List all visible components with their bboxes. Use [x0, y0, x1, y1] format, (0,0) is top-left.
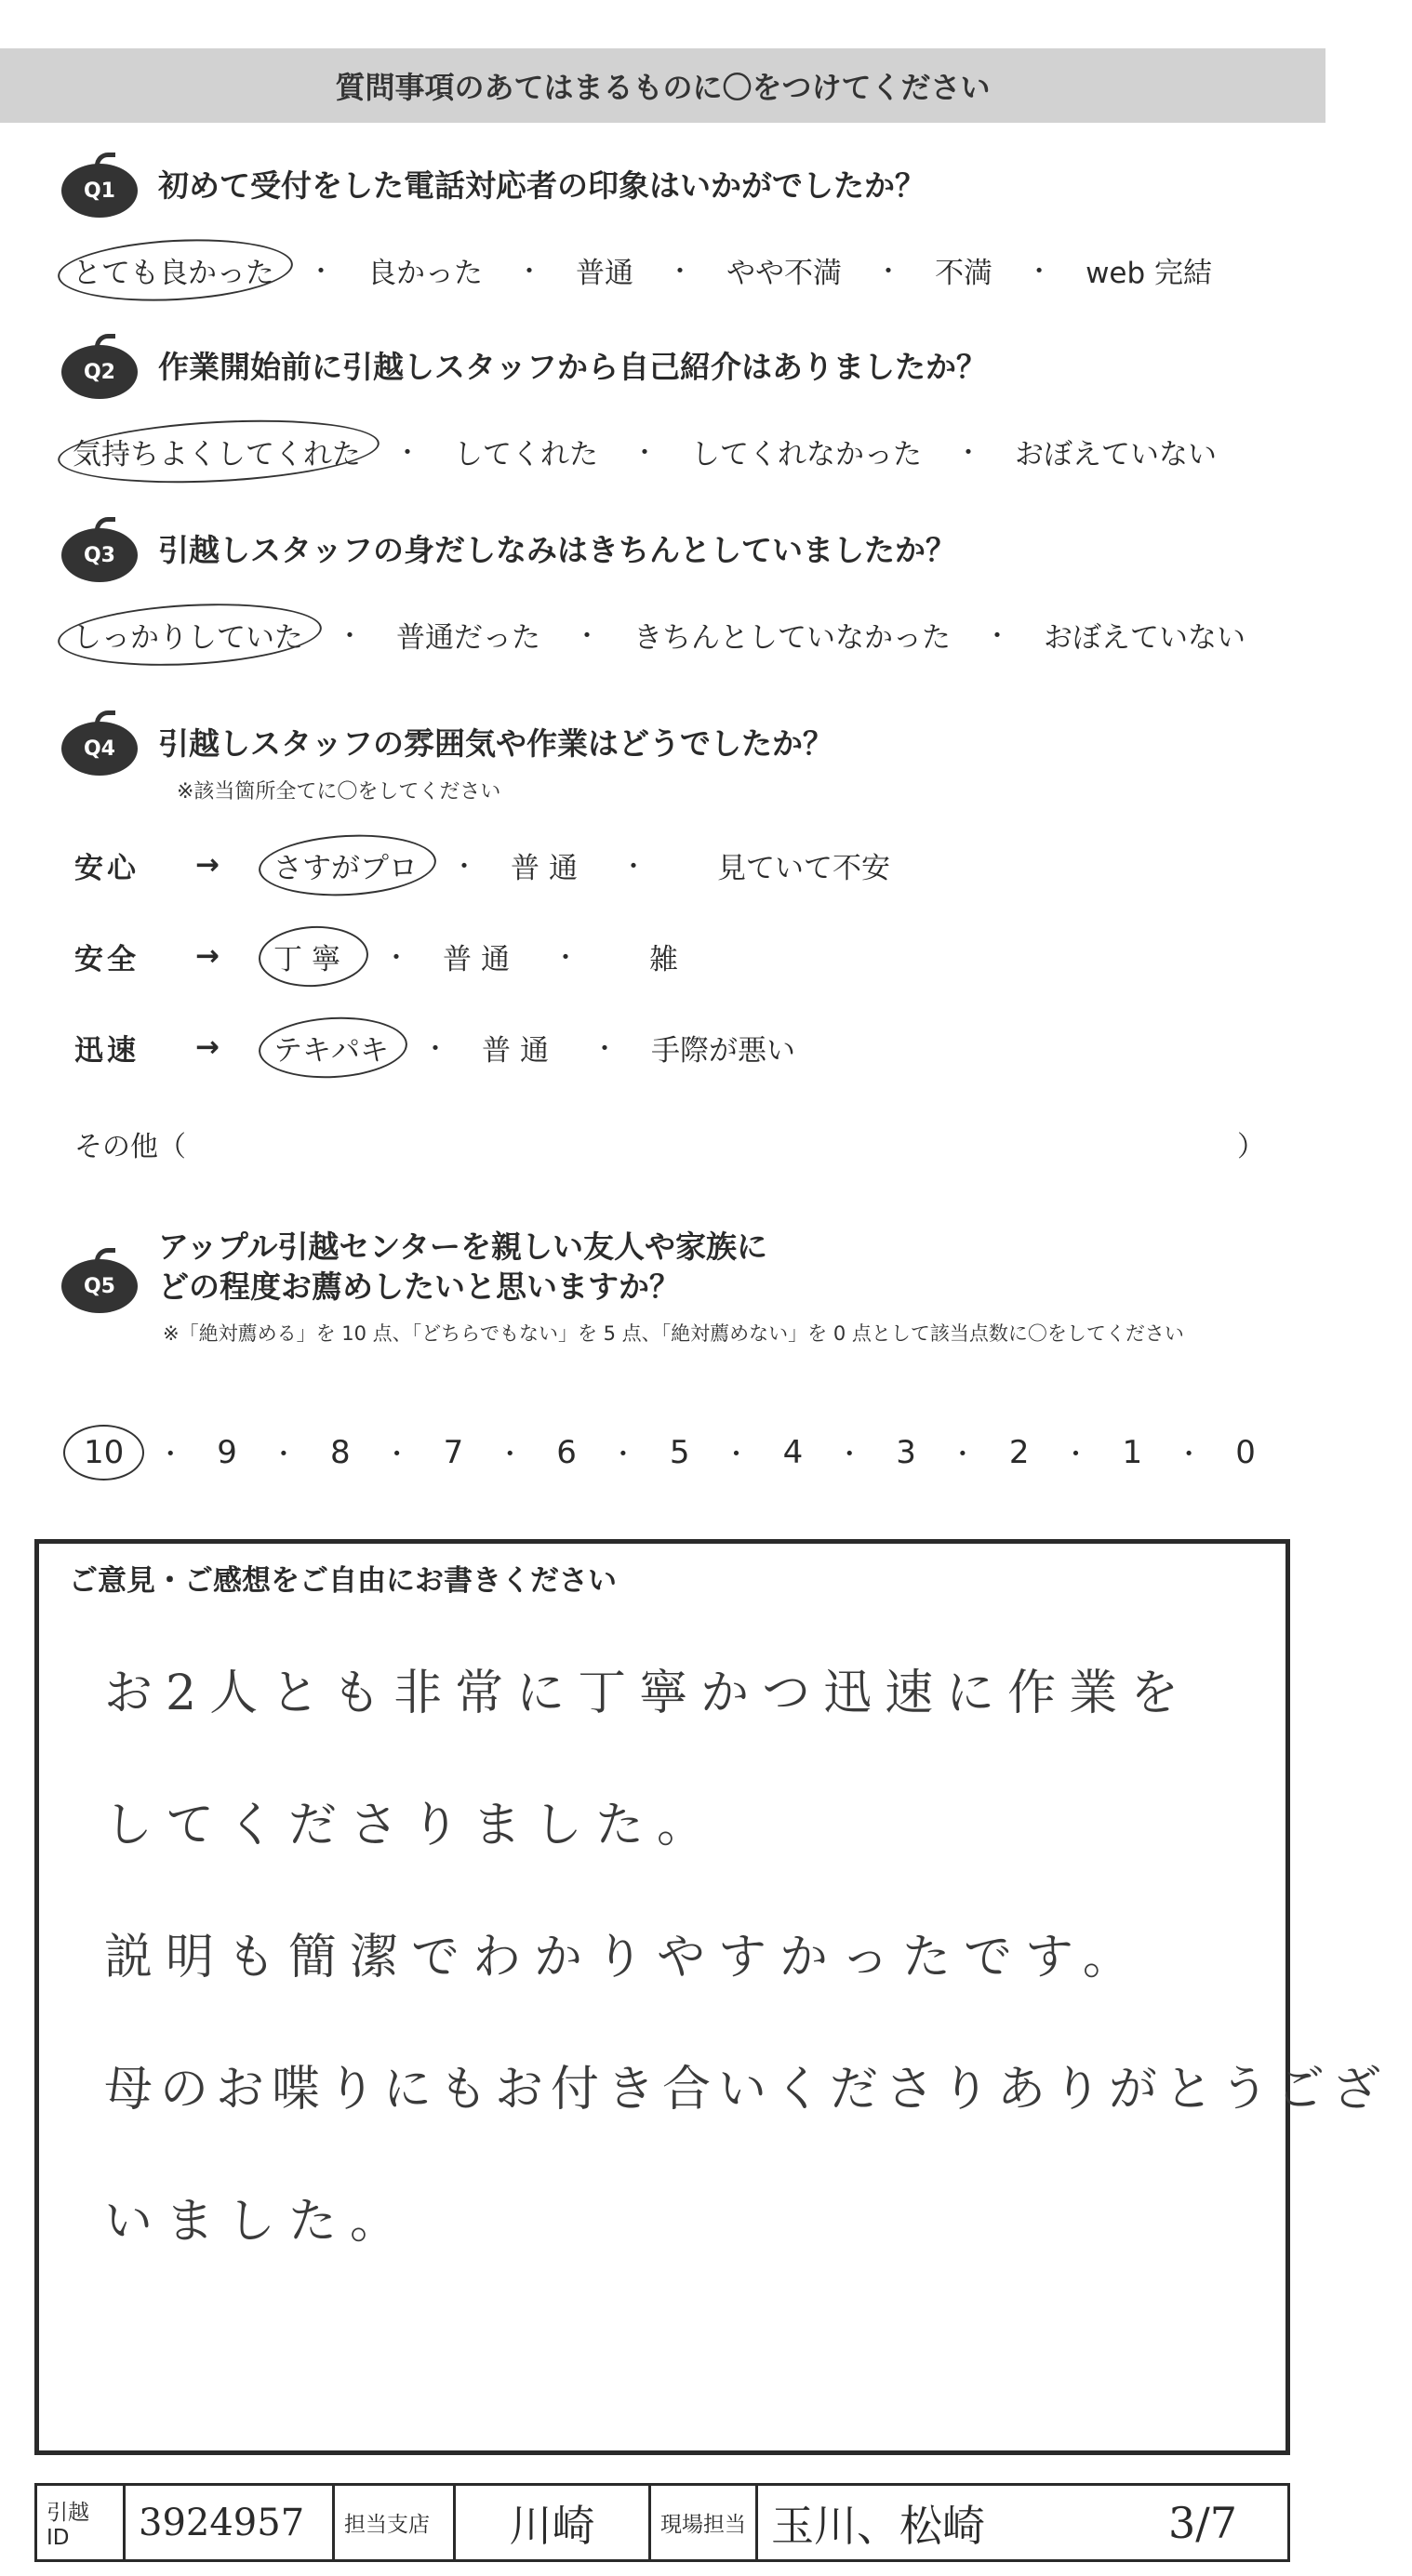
staff-label: 現場担当	[660, 2513, 746, 2537]
option[interactable]: 不満	[935, 256, 993, 290]
option[interactable]: 雑	[649, 942, 679, 976]
answer-options: とても良かった ・ 良かった ・ 普通 ・ やや不満 ・ 不満 ・ web 完結	[67, 244, 1325, 296]
option[interactable]: 普通	[511, 851, 587, 885]
scale-option[interactable]: 6	[556, 1434, 577, 1471]
q4-row-anshin: 安心 → さすがプロ ・ 普通 ・ 見ていて不安	[74, 837, 896, 893]
question-4	[0, 707, 1325, 804]
scale-option[interactable]: 5	[669, 1434, 690, 1471]
staff-label-cell	[651, 2486, 758, 2559]
branch-value: 川崎	[509, 2500, 595, 2551]
comment-line: お2人とも非常に丁寧かつ迅速に作業を	[104, 1666, 1192, 1721]
question-text: 引越しスタッフの身だしなみはきちんとしていましたか？	[158, 531, 956, 568]
option[interactable]: おぼえていない	[1015, 437, 1218, 471]
question-text: 引越しスタッフの雰囲気や作業はどうでしたか？	[158, 724, 833, 762]
option[interactable]: 普通	[576, 256, 634, 290]
staff-cell	[758, 2486, 1287, 2559]
date-value: 3/7	[1167, 2497, 1237, 2548]
option[interactable]: 良かった	[367, 256, 484, 290]
row-label: 迅速	[74, 1033, 140, 1068]
option[interactable]: 普通	[443, 942, 519, 976]
move-id-cell	[126, 2486, 335, 2559]
option[interactable]: やや不満	[726, 256, 843, 290]
scale-option-selected[interactable]: 10	[74, 1434, 133, 1471]
question-text: アップル引越センターを親しい友人や家族に どの程度お薦めしたいと思いますか？	[158, 1228, 768, 1305]
apple-badge-icon: Q5	[58, 1248, 141, 1315]
apple-badge-icon: Q3	[58, 517, 141, 584]
handwritten-comment	[104, 1627, 1389, 2288]
scale-option[interactable]: 9	[217, 1434, 237, 1471]
comment-line: 説明も簡潔でわかりやすかったです。	[104, 1930, 1144, 1985]
recommend-scale: 10 ・ 9 ・ 8 ・ 7 ・ 6 ・ 5 ・ 4 ・ 3 ・ 2 ・ 1 ・ 0	[74, 1425, 1265, 1481]
option-selected[interactable]: テキパキ	[268, 1025, 394, 1070]
option[interactable]: 普通だった	[396, 620, 541, 655]
question-text: 初めて受付をした電話対応者の印象はいかがでしたか？	[158, 166, 926, 204]
question-3	[0, 513, 1325, 660]
q4-other-row	[74, 1123, 1265, 1170]
option-selected[interactable]: とても良かった	[67, 247, 280, 293]
branch-label: 担当支店	[344, 2513, 430, 2537]
arrow-right-icon: →	[195, 848, 220, 882]
q4-row-jinsoku: 迅速 → テキパキ ・ 普通 ・ 手際が悪い	[74, 1019, 801, 1075]
apple-badge-icon: Q4	[58, 710, 141, 777]
staff-value: 玉川、松崎	[771, 2500, 985, 2551]
apple-badge-icon: Q2	[58, 334, 141, 401]
scale-option[interactable]: 8	[329, 1434, 351, 1471]
apple-badge-icon: Q1	[58, 153, 141, 219]
scale-option[interactable]: 2	[1008, 1434, 1030, 1471]
question-1	[0, 149, 1325, 296]
scale-option[interactable]: 7	[443, 1434, 464, 1471]
option[interactable]: してくれなかった	[691, 437, 923, 471]
question-5	[0, 1228, 1325, 1347]
header-bar	[0, 48, 1325, 123]
other-label: その他（	[74, 1131, 186, 1163]
comment-line: してくださりました。	[104, 1798, 719, 1853]
option[interactable]: web 完結	[1086, 256, 1213, 290]
question-note: ※「絶対薦める」を 10 点、「どちらでもない」を 5 点、「絶対薦めない」を 0 点として該当点数に〇をしてください	[163, 1322, 1184, 1345]
option-selected[interactable]: 丁寧	[268, 934, 355, 979]
option[interactable]: きちんとしていなかった	[633, 620, 952, 655]
option[interactable]: 見ていて不安	[717, 851, 891, 885]
arrow-right-icon: →	[195, 1030, 220, 1064]
comment-title: ご意見・ご感想をご自由にお書きください	[69, 1564, 617, 1598]
option[interactable]: 手際が悪い	[651, 1033, 796, 1068]
move-id-value: 3924957	[139, 2501, 305, 2544]
comment-line: 母のお喋りにもお付き合いくださりありがとうござ	[104, 2062, 1389, 2118]
header-title: 質問事項のあてはまるものに〇をつけてください	[335, 70, 991, 105]
branch-cell	[456, 2486, 651, 2559]
q4-row-anzen: 安全 → 丁寧 ・ 普通 ・ 雑	[74, 928, 684, 984]
scale-option[interactable]: 0	[1235, 1434, 1256, 1471]
comment-box[interactable]	[34, 1539, 1389, 2455]
move-id-label: 引越 ID	[47, 2501, 89, 2550]
row-label: 安全	[74, 942, 140, 976]
arrow-right-icon: →	[195, 939, 220, 973]
move-id-label-cell	[37, 2486, 126, 2559]
branch-label-cell	[335, 2486, 456, 2559]
option[interactable]: おぼえていない	[1044, 620, 1246, 655]
option-selected[interactable]: しっかりしていた	[67, 612, 309, 657]
scale-option[interactable]: 4	[782, 1434, 804, 1471]
answer-options: しっかりしていた ・ 普通だった ・ きちんとしていなかった ・ おぼえていない	[67, 608, 1325, 660]
option[interactable]: 普通	[482, 1033, 558, 1068]
question-note: ※該当箇所全てに〇をしてください	[177, 780, 501, 803]
option-selected[interactable]: さすがプロ	[268, 843, 423, 888]
scale-option[interactable]: 1	[1122, 1434, 1143, 1471]
scale-option[interactable]: 3	[896, 1434, 916, 1471]
footer-table	[34, 2483, 1290, 2562]
answer-options: 気持ちよくしてくれた ・ してくれた ・ してくれなかった ・ おぼえていない	[67, 425, 1325, 477]
option-selected[interactable]: 気持ちよくしてくれた	[67, 429, 366, 474]
question-text: 作業開始前に引越しスタッフから自己紹介はありましたか？	[158, 348, 987, 385]
comment-line: いました。	[104, 2194, 412, 2250]
question-2	[0, 330, 1325, 477]
other-close: ）	[1237, 1131, 1265, 1163]
option[interactable]: してくれた	[454, 437, 599, 471]
row-label: 安心	[74, 851, 140, 885]
